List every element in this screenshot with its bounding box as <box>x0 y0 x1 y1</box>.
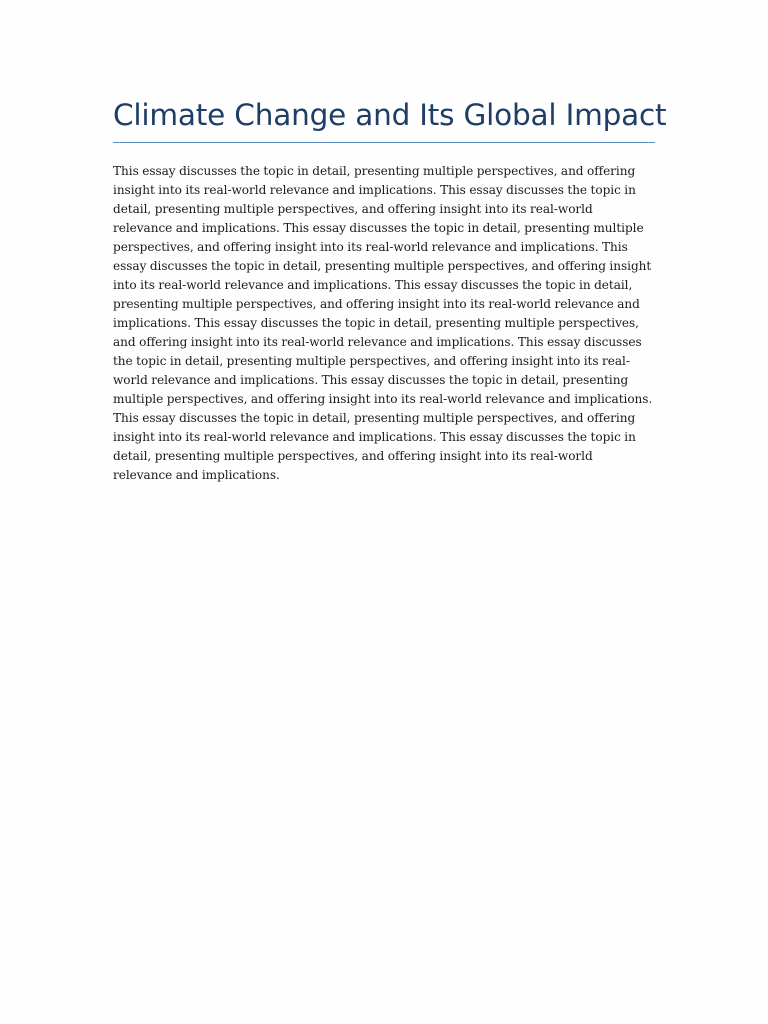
body-paragraph: This essay discusses the topic in detail, presenting multiple perspectives, and offering insight into its real-world relevance and implications. This essay discusses the topic in detail, presenting multiple perspectives, and offering insight into its real-world relevance and implications. This essay discusses the topic in detail, presenting multiple perspectives, and offering insight into its real-world relevance and implications. This essay discusses the topic in detail, presenting multiple perspectives, and offering insight into its real-world relevance and implications. This essay discusses the topic in detail, presenting multiple perspectives, and offering insight into its real-world relevance and implications. This essay discusses the topic in detail, presenting multiple perspectives, and offering insight into its real-world relevance and implications. This essay discusses the topic in detail, presenting multiple perspectives, and offering insight into its real-world relevance and implications. This essay discusses the topic in detail, presenting multiple perspectives, and offering insight into its real-world relevance and implications. This essay discusses the topic in detail, presenting multiple perspectives, and offering insight into its real-world relevance and implications. This essay discusses the topic in detail, presenting multiple perspectives, and offering insight into its real-world relevance and implications. <box>113 164 653 482</box>
document-title: Climate Change and Its Global Impact <box>113 98 667 132</box>
document-content <box>113 96 667 485</box>
title-underline-rule <box>113 142 655 143</box>
